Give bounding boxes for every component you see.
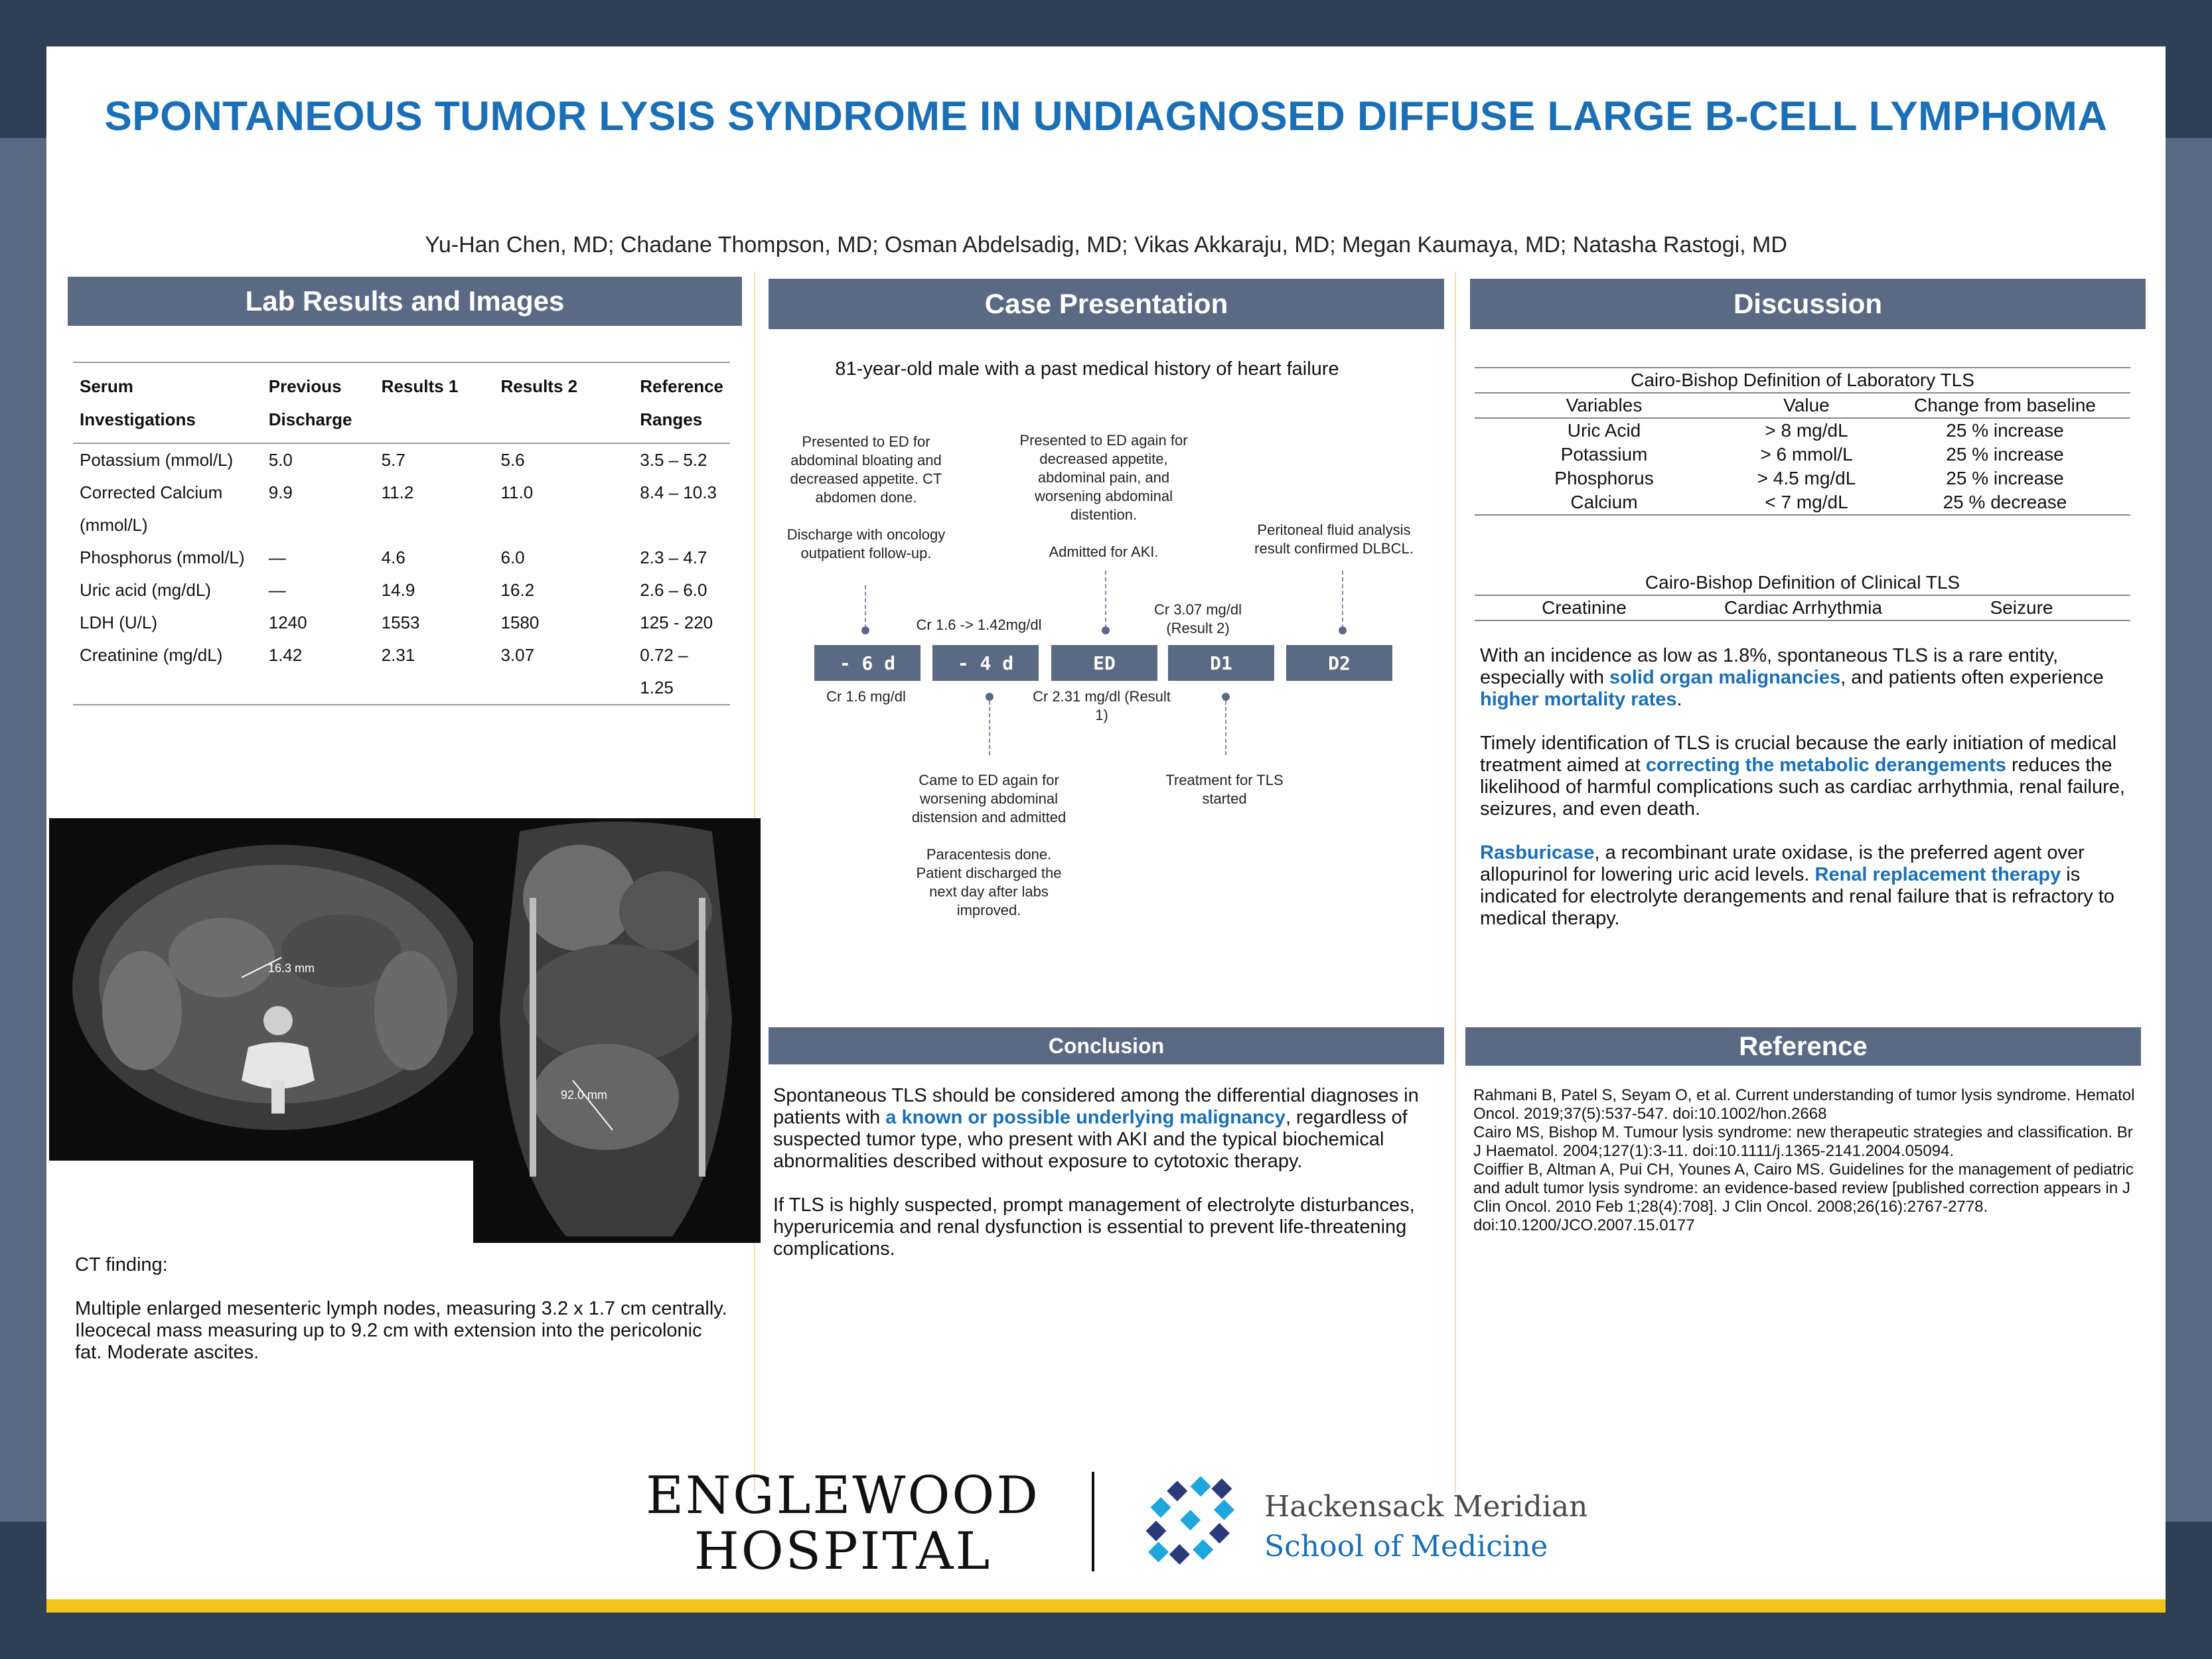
note-minus6-top: Presented to ED for abdominal bloating and decreased appetite. CT abdomen done. Discharge with oncology outpatient follow-up. [786, 433, 946, 561]
cell: Uric Acid [1567, 420, 1641, 441]
cell: 25 % increase [1946, 420, 2064, 441]
cell: LDH (U/L) [80, 613, 158, 632]
cell: 2.6 – 6.0 [640, 580, 707, 600]
timeline-segment-ed: ED [1051, 645, 1157, 681]
col-header-serum: Serum Investigations [80, 376, 196, 429]
cell: 14.9 [381, 580, 415, 600]
conclusion-p2: If TLS is highly suspected, prompt management of electrolyte disturbances, hyperuricemia and renal dysfunction is essential to prevent life-threatening complications. [773, 1194, 1415, 1260]
table-row [73, 443, 730, 476]
cell: 1.42 [268, 645, 303, 665]
cell: 25 % decrease [1880, 490, 2130, 515]
col-header-results2: Results 2 [500, 376, 578, 396]
cell: 125 - 220 [640, 613, 713, 632]
note-ed-top: Presented to ED again for decreased appetite, abdominal pain, and worsening abdominal distention. Admitted for AKI. [1019, 432, 1188, 560]
ct-finding-title: CT finding: [75, 1254, 168, 1275]
logo-separator [1092, 1472, 1094, 1571]
note-d2-top: Peritoneal fluid analysis result confirmed DLBCL. [1254, 522, 1414, 557]
cell: — [268, 547, 286, 567]
clinical-tls-title: Cairo-Bishop Definition of Clinical TLS [1475, 571, 2130, 595]
cell: Creatinine (mg/dL) [80, 645, 223, 665]
cell: Variables [1475, 393, 1733, 418]
cell: 4.6 [381, 547, 406, 567]
note-d1-bottom: Treatment for TLS started [1165, 772, 1284, 807]
note-minus6-bottom: Cr 1.6 mg/dl [826, 688, 906, 705]
timeline-segment-d2: D2 [1286, 645, 1392, 681]
col-header-results1: Results 1 [381, 376, 459, 396]
column-divider-2 [1455, 272, 1456, 1493]
timeline-dot [861, 626, 869, 634]
discussion-p2: Timely identification of TLS is crucial because the early initiation of medical treatment aimed at correcting the metabolic derangements reduces the likelihood of harmful complications such as cardiac arrhythmia, renal failure, seizures, and even death. [1480, 733, 2125, 820]
cell: 6.0 [500, 547, 525, 567]
cell: Phosphorus [1554, 468, 1654, 488]
timeline-dot [1339, 626, 1347, 634]
hackensack-meridian-mark-icon [1135, 1467, 1248, 1579]
cell: 5.0 [268, 450, 293, 470]
dashed-connector [1225, 701, 1226, 755]
cell: 2.31 [381, 645, 415, 665]
reference-item: Coiffier B, Altman A, Pui CH, Younes A, Cairo MS. Guidelines for the management of pediatric and adult tumor lysis syndrome: an evidence-based review [published correction appears in J Clin Oncol. 2010 Feb 1;28(4):708]. J Clin Oncol. 2008;26(16):2767-2778. doi:10.1200/JCO.2007.15.0177 [1473, 1161, 2134, 1234]
timeline-segment-minus4: - 4 d [932, 645, 1039, 681]
poster-title: SPONTANEOUS TUMOR LYSIS SYNDROME IN UNDIAGNOSED DIFFUSE LARGE B-CELL LYMPHOMA [104, 94, 2108, 139]
case-presentation-header: Case Presentation [769, 279, 1444, 329]
timeline-dot [1222, 693, 1230, 701]
reference-list [1473, 1086, 2137, 1235]
discussion-text [1480, 645, 2144, 930]
conclusion-header: Conclusion [769, 1027, 1444, 1064]
gold-stripe [46, 1599, 2166, 1613]
dashed-connector [1342, 571, 1343, 628]
cell: Value [1733, 393, 1880, 418]
discussion-header: Discussion [1470, 279, 2146, 329]
conclusion-p1: Spontaneous TLS should be considered among the differential diagnoses in patients with a known or possible underlying malignancy, regardless of suspected tumor type, who present with AKI and the typical biochemical abnormalities described without exposure to cytotoxic therapy. [773, 1085, 1419, 1172]
lab-table-header-row [73, 362, 730, 443]
discussion-p1: With an incidence as low as 1.8%, spontaneous TLS is a rare entity, especially with solid organ malignancies, and patients often experience higher mortality rates. [1480, 645, 2104, 710]
cell: > 8 mg/dL [1765, 420, 1848, 441]
note-d1-top: Cr 3.07 mg/dl (Result 2) [1153, 601, 1242, 636]
cell: Cardiac Arrhythmia [1694, 595, 1913, 620]
school-of-medicine-name: School of Medicine [1264, 1530, 1548, 1563]
col-header-previous: Previous Discharge [268, 376, 352, 429]
dashed-connector [989, 701, 990, 755]
hackensack-meridian-name: Hackensack Meridian [1264, 1490, 1588, 1524]
cell: 25 % increase [1946, 444, 2064, 465]
cell: < 7 mg/dL [1733, 490, 1880, 515]
cell: Uric acid (mg/dL) [80, 580, 211, 600]
reference-item: Rahmani B, Patel S, Seyam O, et al. Current understanding of tumor lysis syndrome. Hematol Oncol. 2019;37(5):537-547. doi:10.1002/hon.2668 [1473, 1086, 2135, 1123]
table-row [73, 476, 730, 541]
cell: 1240 [268, 613, 307, 632]
ct-finding-text: Multiple enlarged mesenteric lymph nodes, measuring 3.2 x 1.7 cm centrally. Ileocecal mass measuring up to 9.2 cm with extension into the pericolonic fat. Moderate ascites. [75, 1298, 727, 1363]
cell: > 4.5 mg/dL [1757, 468, 1856, 488]
conclusion-text [773, 1085, 1437, 1260]
table-row [73, 607, 730, 639]
ct-coronal-measure-label: 92.0 mm [561, 1088, 608, 1102]
note-ed-bottom: Cr 2.31 mg/dl (Result 1) [1033, 688, 1171, 723]
table-row [73, 639, 730, 705]
englewood-hospital-logo: ENGLEWOOD HOSPITAL [646, 1466, 1040, 1581]
cell: Corrected Calcium (mmol/L) [80, 482, 223, 535]
ct-finding [75, 1254, 732, 1364]
cell: 1553 [381, 613, 420, 632]
ct-axial-measure-label: 16.3 mm [268, 962, 315, 975]
note-minus4-top: Cr 1.6 -> 1.42mg/dl [916, 616, 1042, 633]
cell: 8.4 – 10.3 [640, 482, 717, 502]
cell: Potassium (mmol/L) [80, 450, 234, 470]
cell: 25 % increase [1946, 468, 2064, 488]
cell: 0.72 – 1.25 [640, 645, 688, 697]
note-minus4-bottom: Came to ED again for worsening abdominal distension and admitted Paracentesis done. Patient discharged the next day after labs improved. [911, 772, 1067, 918]
lab-results-header: Lab Results and Images [68, 277, 742, 326]
cell: Phosphorus (mmol/L) [80, 547, 245, 567]
dashed-connector [1105, 571, 1106, 628]
cell: Calcium [1475, 490, 1733, 515]
authors: Yu-Han Chen, MD; Chadane Thompson, MD; Osman Abdelsadig, MD; Vikas Akkaraju, MD; Megan Kaumaya, MD; Natasha Rastogi, MD [425, 232, 1787, 257]
cell: Potassium [1560, 444, 1648, 465]
ct-coronal-image [473, 818, 761, 1243]
poster [46, 46, 2166, 1599]
cell: Change from baseline [1880, 393, 2130, 418]
lab-results-table [73, 362, 730, 705]
timeline-dot [1102, 626, 1110, 634]
reference-item: Cairo MS, Bishop M. Tumour lysis syndrome: new therapeutic strategies and classification. Br J Haematol. 2004;127(1):3-11. doi:10.1111/j.1365-2141.2004.05094. [1473, 1123, 2133, 1160]
cell: 16.2 [500, 580, 535, 600]
timeline-segment-minus6: - 6 d [814, 645, 921, 681]
cell: 5.7 [381, 450, 406, 470]
cell: Creatinine [1475, 595, 1694, 620]
timeline-segment-d1: D1 [1168, 645, 1274, 681]
cell: 11.0 [500, 482, 534, 502]
cell: — [268, 580, 286, 600]
table-row [73, 541, 730, 574]
case-subtitle: 81-year-old male with a past medical history of heart failure [835, 358, 1339, 380]
lab-tls-title: Cairo-Bishop Definition of Laboratory TLS [1475, 368, 2130, 393]
dashed-connector [865, 585, 866, 628]
cell: 3.5 – 5.2 [640, 450, 707, 470]
cell: 5.6 [500, 450, 525, 470]
lab-tls-table [1475, 367, 2130, 516]
col-header-reference: Reference Ranges [640, 376, 723, 429]
ct-axial-image [49, 818, 514, 1161]
table-row [73, 574, 730, 607]
cell: Seizure [1913, 595, 2130, 620]
cell: 2.3 – 4.7 [640, 547, 707, 567]
discussion-p3: Rasburicase, a recombinant urate oxidase, is the preferred agent over allopurinol for lowering uric acid levels. Renal replacement therapy is indicated for electrolyte derangements and renal failure that is refractory to medical therapy. [1480, 842, 2114, 929]
reference-header: Reference [1465, 1027, 2141, 1066]
cell: 1580 [500, 613, 540, 632]
cell: 3.07 [500, 645, 535, 665]
cell: 11.2 [381, 482, 414, 502]
timeline-dot [986, 693, 994, 701]
cell: > 6 mmol/L [1760, 444, 1853, 465]
clinical-tls-table [1475, 571, 2130, 621]
cell: 9.9 [268, 482, 293, 502]
